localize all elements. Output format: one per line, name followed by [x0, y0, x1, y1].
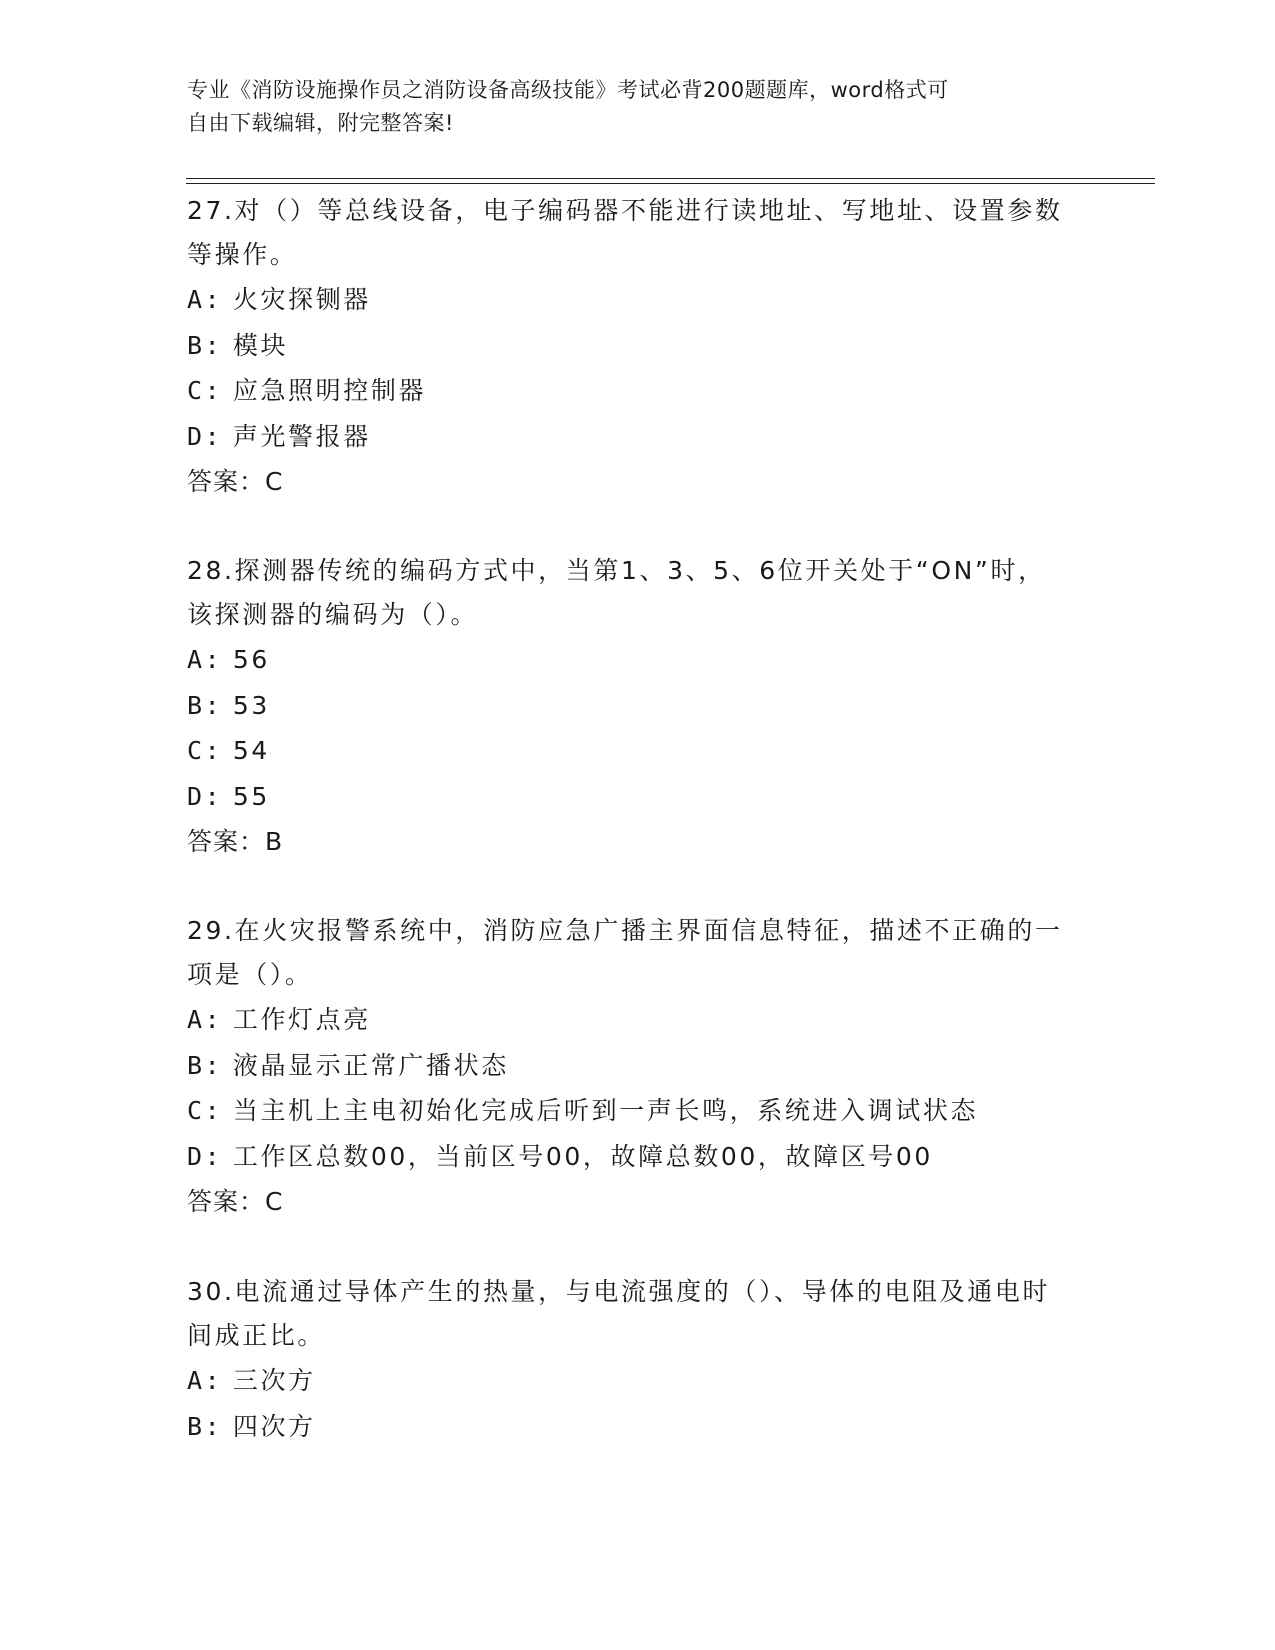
question-27: [187, 189, 1067, 505]
option-letter: D:: [187, 781, 223, 811]
option-letter: A:: [187, 1005, 223, 1034]
option-text: 工作灯点亮: [232, 1005, 371, 1034]
header-divider-bottom: [186, 183, 1155, 184]
question-29: [187, 909, 1067, 1225]
option-text: 当主机上主电初始化完成后听到一声长鸣，系统进入调试状态: [232, 1096, 979, 1125]
answer-line: 答案：C: [187, 467, 284, 496]
option-c: [187, 728, 1067, 774]
option-d: [187, 774, 1067, 820]
option-letter: A:: [187, 1366, 223, 1395]
option-d: [187, 414, 1067, 460]
header-divider-top: [186, 178, 1155, 179]
option-letter: A:: [187, 285, 223, 314]
option-text: 三次方: [232, 1366, 316, 1395]
question-28: [187, 549, 1067, 865]
option-a: [187, 997, 1067, 1043]
option-text: 液晶显示正常广播状态: [232, 1050, 509, 1080]
answer-line: 答案：C: [187, 1187, 284, 1216]
option-text: 54: [232, 736, 270, 765]
option-text: 56: [232, 645, 270, 674]
option-a: [187, 637, 1067, 683]
option-text: 55: [232, 781, 270, 811]
option-c: [187, 368, 1067, 414]
option-text: 工作区总数00，当前区号00，故障总数00，故障区号00: [232, 1141, 933, 1171]
question-stem: 30.电流通过导体产生的热量，与电流强度的（）、导体的电阻及通电时间成正比。: [187, 1277, 1051, 1350]
option-text: 应急照明控制器: [232, 376, 427, 405]
option-letter: A:: [187, 645, 223, 674]
option-text: 四次方: [232, 1411, 316, 1441]
header-line-1: 专业《消防设施操作员之消防设备高级技能》考试必背200题题库，word格式可: [187, 78, 949, 102]
question-stem: 29.在火灾报警系统中，消防应急广播主界面信息特征，描述不正确的一项是（）。: [187, 916, 1063, 989]
question-stem: 28.探测器传统的编码方式中，当第1、3、5、6位开关处于“ON”时，该探测器的编码为（）。: [187, 556, 1046, 629]
option-text: 声光警报器: [232, 421, 371, 451]
option-d: [187, 1134, 1067, 1180]
question-stem: 27.对（）等总线设备，电子编码器不能进行读地址、写地址、设置参数等操作。: [187, 196, 1063, 269]
option-letter: C:: [187, 736, 223, 765]
option-text: 模块: [232, 330, 289, 360]
option-text: 53: [232, 690, 270, 720]
option-letter: D:: [187, 421, 223, 451]
option-letter: C:: [187, 1096, 223, 1125]
option-b: [187, 1404, 1067, 1450]
header-line-2: 自由下载编辑，附完整答案!: [187, 111, 454, 135]
option-c: [187, 1088, 1067, 1134]
option-letter: B:: [187, 1050, 223, 1080]
question-30: [187, 1270, 1067, 1449]
document-header: [187, 74, 1067, 140]
option-b: [187, 1043, 1067, 1089]
option-letter: B:: [187, 330, 223, 360]
option-letter: B:: [187, 690, 223, 720]
answer-line: 答案：B: [187, 827, 284, 856]
option-a: [187, 1358, 1067, 1404]
option-letter: C:: [187, 376, 223, 405]
option-text: 火灾探铡器: [232, 285, 371, 314]
option-b: [187, 323, 1067, 369]
option-a: [187, 277, 1067, 323]
option-letter: D:: [187, 1141, 223, 1171]
option-letter: B:: [187, 1411, 223, 1441]
option-b: [187, 683, 1067, 729]
